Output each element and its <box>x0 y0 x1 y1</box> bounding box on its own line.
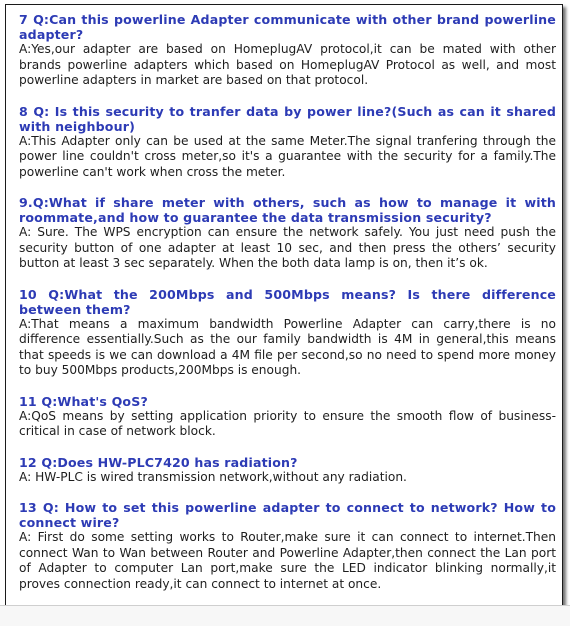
faq-item-10 <box>19 287 556 379</box>
faq-item-9 <box>19 195 556 272</box>
question-9: 9.Q:What if share meter with others, such as how to manage it with roommate,and how to guarantee the data transmission security? <box>19 195 556 225</box>
faq-document <box>5 4 563 616</box>
faq-item-7 <box>19 12 556 89</box>
faq-item-8 <box>19 104 556 181</box>
answer-10: A:That means a maximum bandwidth Powerline Adapter can carry,there is no difference essentially.Such as the our family bandwidth is 4M in general,this means that speeds is we can download a 4M file per second,so no need to spend more money to buy 500Mbps products,200Mbps is enough. <box>19 316 556 377</box>
question-7: 7 Q:Can this powerline Adapter communicate with other brand powerline adapter? <box>19 12 556 42</box>
faq-item-11 <box>19 394 556 440</box>
question-10: 10 Q:What the 200Mbps and 500Mbps means? Is there difference between them? <box>19 286 556 317</box>
question-13: 13 Q: How to set this powerline adapter to connect to network? How to connect wire? <box>19 500 556 530</box>
page-bottom-edge <box>0 605 570 626</box>
question-11: 11 Q:What's QoS? <box>19 393 148 409</box>
answer-7: A:Yes,our adapter are based on HomeplugAV protocol,it can be mated with other brands powerline adapters which based on HomeplugAV Protocol as well, and most powerline adapters in market are based on that protocol. <box>19 42 556 87</box>
answer-13: A: First do some setting works to Router,make sure it can connect to internet.Then connect Wan to Wan between Router and Powerline Adapter,then connect the Lan port of Adapter to computer Lan port,make sure the LED indicator blinking normally,it proves connection ready,it can connect to internet at once. <box>19 530 556 591</box>
answer-11: A:QoS means by setting application priority to ensure the smooth flow of business-critical in case of network block. <box>19 408 556 438</box>
answer-8: A:This Adapter only can be used at the same Meter.The signal tranfering through the power line couldn't cross meter,so it's a guarantee with the security for a family.The powerline can't work when cross the meter. <box>19 133 556 179</box>
question-12: 12 Q:Does HW-PLC7420 has radiation? <box>19 454 298 470</box>
answer-12: A: HW-PLC is wired transmission network,without any radiation. <box>19 469 407 484</box>
faq-item-12 <box>19 455 556 486</box>
answer-9: A: Sure. The WPS encryption can ensure the network safely. You just need push the security button of one adapter at least 10 sec, and then press the others’ security button at least 3 sec separately. When the both data lamp is on, then it’s ok. <box>19 225 556 270</box>
faq-item-13 <box>19 500 556 592</box>
question-8: 8 Q: Is this security to tranfer data by power line?(Such as can it shared with neighbour) <box>19 103 556 134</box>
